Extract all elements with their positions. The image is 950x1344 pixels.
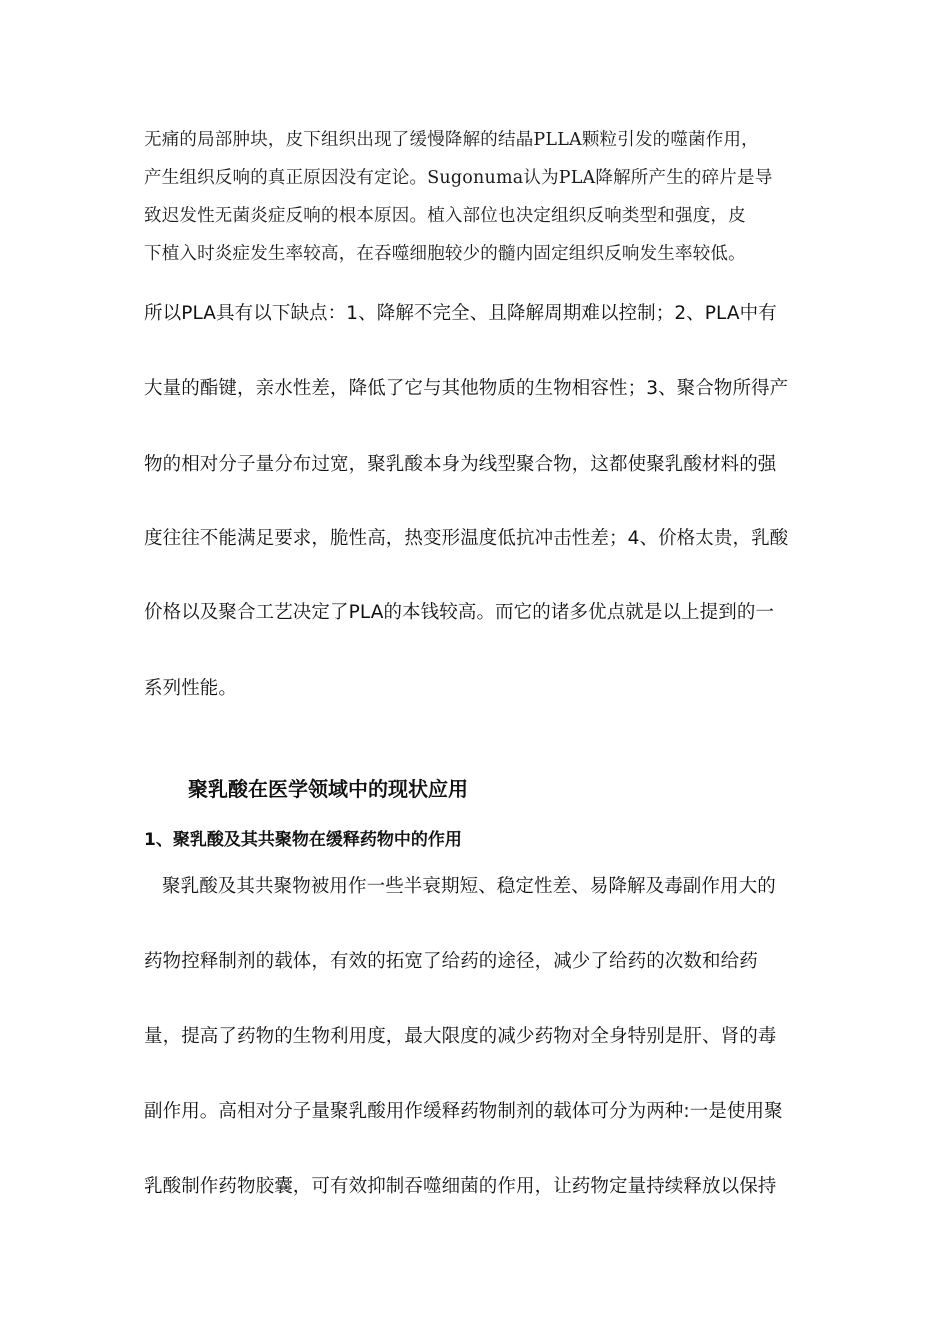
paragraph-line: 副作用。高相对分子量聚乳酸用作缓释药物制剂的载体可分为两种:一是使用聚	[144, 1101, 783, 1122]
paragraph-line: 价格以及聚合工艺决定了PLA的本钱较高。而它的诸多优点就是以上提到的一	[144, 602, 775, 623]
paragraph-line: 药物控释制剂的载体，有效的拓宽了给药的途径，减少了给药的次数和给药	[144, 951, 758, 972]
paragraph-line: 致迟发性无菌炎症反响的根本原因。植入部位也决定组织反响类型和强度，皮	[144, 206, 746, 226]
paragraph-line: 乳酸制作药物胶囊，可有效抑制吞噬细菌的作用，让药物定量持续释放以保持	[144, 1176, 777, 1197]
subsection-heading: 1、聚乳酸及其共聚物在缓释药物中的作用	[144, 830, 462, 850]
paragraph-line: 聚乳酸及其共聚物被用作一些半衰期短、稳定性差、易降解及毒副作用大的	[162, 876, 776, 897]
paragraph-line: 系列性能。	[144, 678, 238, 699]
paragraph-line: 下植入时炎症发生率较高，在吞噬细胞较少的髓内固定组织反响发生率较低。	[144, 244, 746, 264]
paragraph-line: 所以PLA具有以下缺点：1、降解不完全、且降解周期难以控制；2、PLA中有	[144, 303, 777, 324]
section-heading: 聚乳酸在医学领域中的现状应用	[188, 777, 468, 801]
paragraph-line: 度往往不能满足要求，脆性高，热变形温度低抗冲击性差；4、价格太贵，乳酸	[144, 528, 789, 549]
paragraph-line: 产生组织反响的真正原因没有定论。Sugonuma认为PLA降解所产生的碎片是导	[144, 168, 773, 188]
paragraph-line: 物的相对分子量分布过宽，聚乳酸本身为线型聚合物，这都使聚乳酸材料的强	[144, 454, 777, 475]
paragraph-line: 无痛的局部肿块，皮下组织出现了缓慢降解的结晶PLLA颗粒引发的噬菌作用，	[144, 130, 759, 150]
paragraph-line: 量，提高了药物的生物利用度，最大限度的减少药物对全身特别是肝、肾的毒	[144, 1026, 777, 1047]
paragraph-line: 大量的酯键，亲水性差，降低了它与其他物质的生物相容性；3、聚合物所得产	[144, 378, 789, 399]
